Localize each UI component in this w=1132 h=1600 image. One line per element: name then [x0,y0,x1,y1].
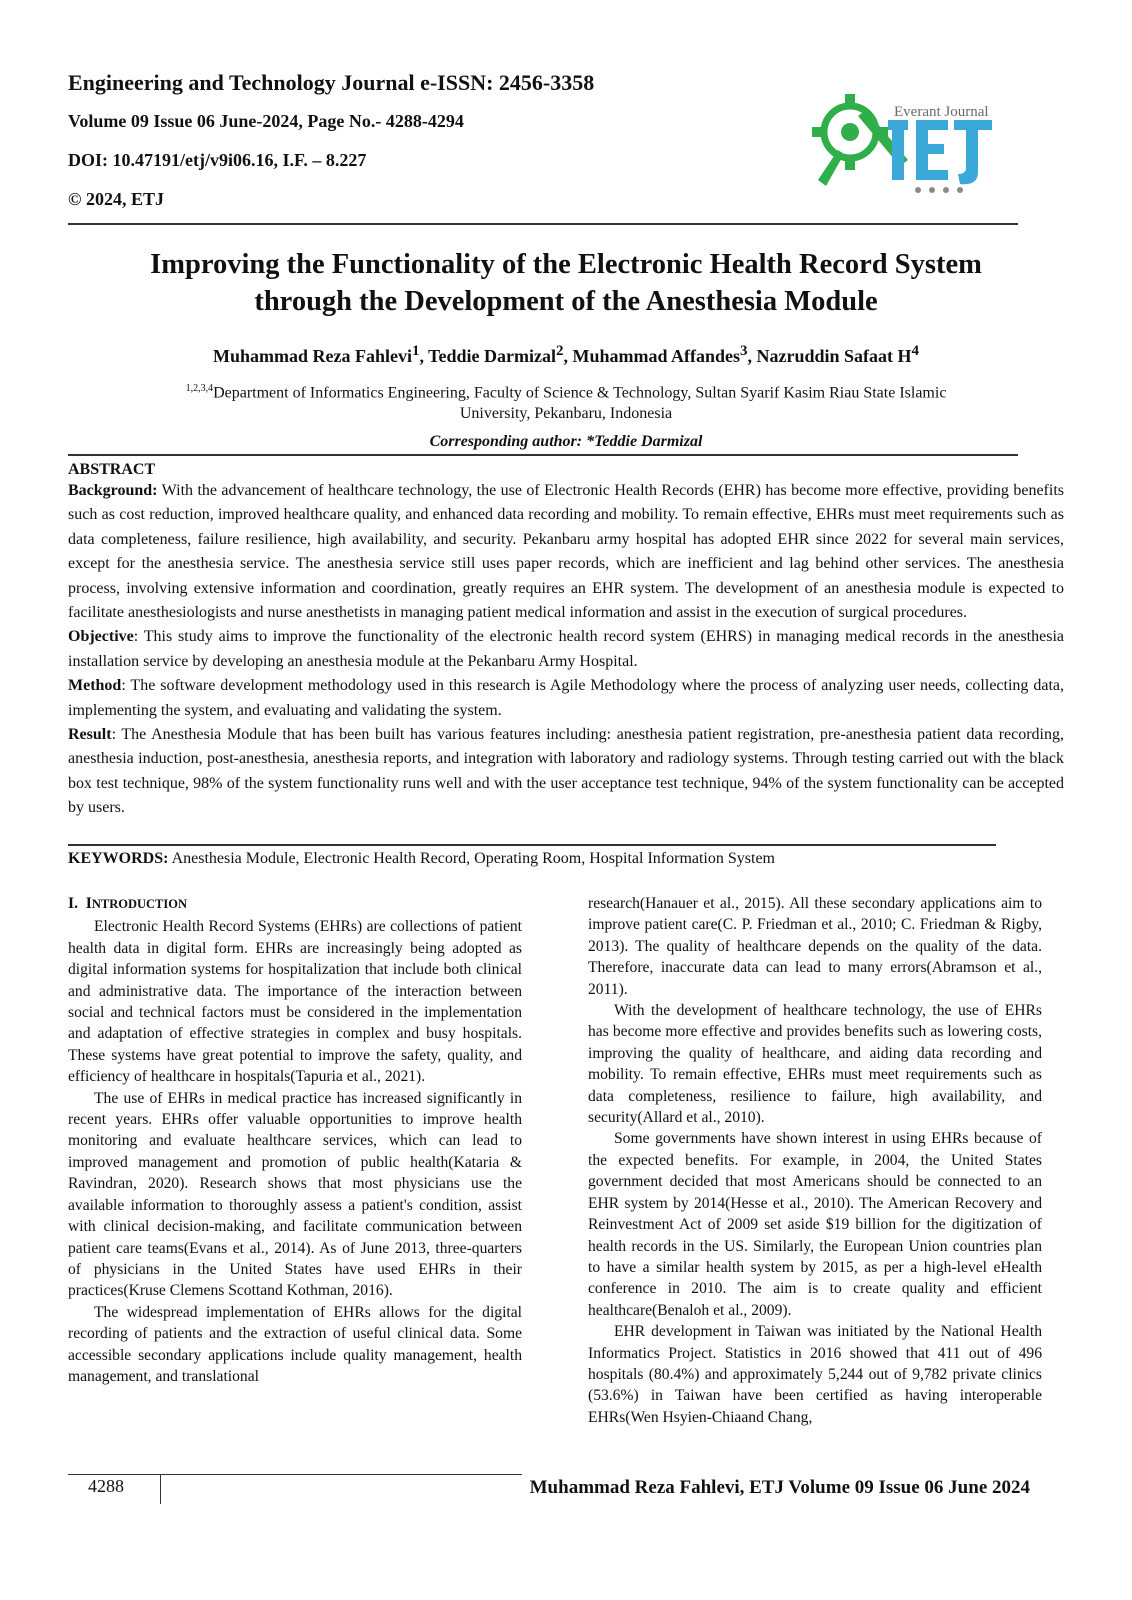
paragraph: Some governments have shown interest in using EHRs because of the expected benefits. For example, in 2004, the United States government decided that most Americans should be connected to an EHR system by 2014(Hesse et al., 2010). The American Recovery and Reinvestment Act of 2009 set aside $19 billion for the digitization of health records in the US. Similarly, the European Union countries plan to have a similar health system by 2015, as per a high-level eHealth conference in 2010. The aim is to create quality and efficient healthcare(Benaloh et al., 2009). [588,1130,1042,1319]
keywords-text: Anesthesia Module, Electronic Health Record, Operating Room, Hospital Information System [168,850,775,867]
doi-info: DOI: 10.47191/etj/v9i06.16, I.F. – 8.227 [68,150,367,170]
footer-rule [68,1474,522,1475]
abstract-method [68,674,1064,723]
abstract-background [68,479,1064,625]
keywords [68,850,1064,868]
author-list: Muhammad Reza Fahlevi$^1$, Teddie Darmizal$^2$, Muhammad Affandes$^3$, Nazruddin Safaat $H^4$ [212,343,920,366]
section-title-initial: I [85,895,92,912]
affiliation-line-1: Department of Informatics Engineering, Faculty of Science & Technology, Sultan Syarif Kasim Riau State Islamic [213,384,947,402]
paragraph: With the development of healthcare technology, the use of EHRs has become more effective and provides benefits such as lowering costs, improving the quality of healthcare, and aiding data recording and mobility. To remain effective, EHRs must meet requirements such as data completeness, resilience to failure, high availability, and security(Allard et al., 2010). [588,1002,1042,1127]
method-label: Method [68,677,122,695]
paper-title [68,246,1064,320]
affiliation [68,378,1064,424]
result-text: : The Anesthesia Module that has been built has various features including: anesthesia patient registration, pre-anesthesia patient data recording, anesthesia induction, post-anesthesia, anesthesia reports, and integration with laboratory and radiology systems. Through testing carried out with the black box test technique, 98% of the system functionality runs well and with the user acceptance test technique, 94% of the system functionality can be accepted by users. [68,726,1064,817]
result-label: Result [68,726,112,744]
footer-citation: Muhammad Reza Fahlevi, ETJ Volume 09 Issue 06 June 2024 [529,1477,1030,1498]
header-rule [68,223,1018,225]
paragraph: research(Hanauer et al., 2015). All these secondary applications aim to improve patient care(C. P. Friedman et al., 2010; C. Friedman & Rigby, 2013). The quality of healthcare depends on the quality of the data. Therefore, inaccurate data can lead to many errors(Abramson et al., 2011). [588,895,1042,998]
footer-divider [160,1474,161,1504]
background-label: Background: [68,482,158,499]
author-sup: 2 [555,343,564,359]
author-sup: 1 [411,343,420,359]
objective-label: Objective [68,628,134,646]
abstract-heading: ABSTRACT [68,461,156,478]
abstract-objective [68,625,1064,674]
title-line-2: through the Development of the Anesthesia Module [254,286,878,317]
paragraph: EHR development in Taiwan was initiated by the National Health Informatics Project. Statistics in 2016 showed that 411 out of 496 hospitals (80.4%) and approximately 5,244 out of 9,782 private clinics (53.6%) in Taiwan have been certified as having interoperable EHRs(Wen Hsyien-Chiaand Chang, [588,1323,1042,1426]
abstract-section [68,461,1064,821]
paragraph: The widespread implementation of EHRs allows for the digital recording of patients and the extraction of useful clinical data. Some accessible secondary applications include quality management, health management, and translational [68,1303,522,1385]
author-name: Teddie Darmizal [428,346,556,366]
objective-text: : This study aims to improve the functionality of the electronic health record system (EHRS) in managing medical records in the anesthesia installation service by developing an anesthesia module at the Pekanbaru Army Hospital. [68,628,1064,670]
section-number: I. [68,895,78,912]
copyright: © 2024, ETJ [68,189,164,209]
section-heading [68,893,522,915]
keywords-label: KEYWORDS: [68,850,169,867]
abstract-result [68,723,1064,821]
author-sup: 3 [740,343,748,359]
section-title-rest: NTRODUCTION [91,897,187,911]
author-name: Muhammad Affandes [572,346,740,366]
author-sup: 4 [911,343,920,359]
journal-name: Engineering and Technology Journal e-ISSN: 2456-3358 [68,70,595,95]
journal-logo [808,90,1018,200]
page-number: 4288 [88,1476,124,1496]
paragraph: Electronic Health Record Systems (EHRs) are collections of patient health data in digital form. EHRs are increasingly being adopted as digital information systems for hospitalization that include both clinical and administrative data. The importance of the interaction between social and technical factors must be considered in the implementation and adaptation of effective strategies in complex and busy hospitals. These systems have great potential to improve the safety, quality, and efficiency of healthcare in hospitals(Tapuria et al., 2021). [68,918,522,1086]
keywords-rule [68,844,996,846]
author-name: Muhammad Reza Fahlevi [212,346,412,366]
affiliation-sup: 1,2,3,4 [185,383,214,394]
title-line-1: Improving the Functionality of the Electronic Health Record System [150,249,982,280]
author-name: Nazruddin Safaat H [756,346,912,366]
affiliation-line-2: University, Pekanbaru, Indonesia [459,405,673,423]
left-column [68,893,522,1387]
corresponding-author: Corresponding author: *Teddie Darmizal [429,433,703,450]
background-text: With the advancement of healthcare technology, the use of Electronic Health Records (EHR) has become more effective, providing benefits such as cost reduction, improved healthcare quality, and enhanced data recording and mobility. To remain effective, EHRs must meet requirements such as data completeness, failure resilience, high availability, and security. Pekanbaru army hospital has adopted EHR since 2022 for several main services, except for the anesthesia service. The anesthesia service still uses paper records, which are inefficient and lag behind other services. The anesthesia process, involving extensive information and coordination, greatly requires an EHR system. The development of an anesthesia module is expected to facilitate anesthesiologists and nurse anesthetists in managing patient medical information and assist in the execution of surgical procedures. [68,482,1064,622]
paragraph: The use of EHRs in medical practice has increased significantly in recent years. EHRs offer valuable opportunities to improve health monitoring and evaluate healthcare services, which can lead to improved management and promotion of public health(Kataria & Ravindran, 2020). Research shows that most physicians use the available information to thoroughly assess a patient's condition, assist with clinical decision-making, and facilitate communication between patient care teams(Evans et al., 2014). As of June 2013, three-quarters of physicians in the United States have used EHRs in their practices(Kruse Clemens Scottand Kothman, 2016). [68,1089,522,1300]
abstract-rule [68,454,1018,456]
method-text: : The software development methodology used in this research is Agile Methodology where the process of analyzing user needs, collecting data, implementing the system, and evaluating and validating the system. [68,677,1064,719]
right-column [588,893,1042,1428]
logo-wordmark: Everant Journal [894,104,989,120]
volume-info: Volume 09 Issue 06 June-2024, Page No.- 4288-4294 [68,111,464,131]
